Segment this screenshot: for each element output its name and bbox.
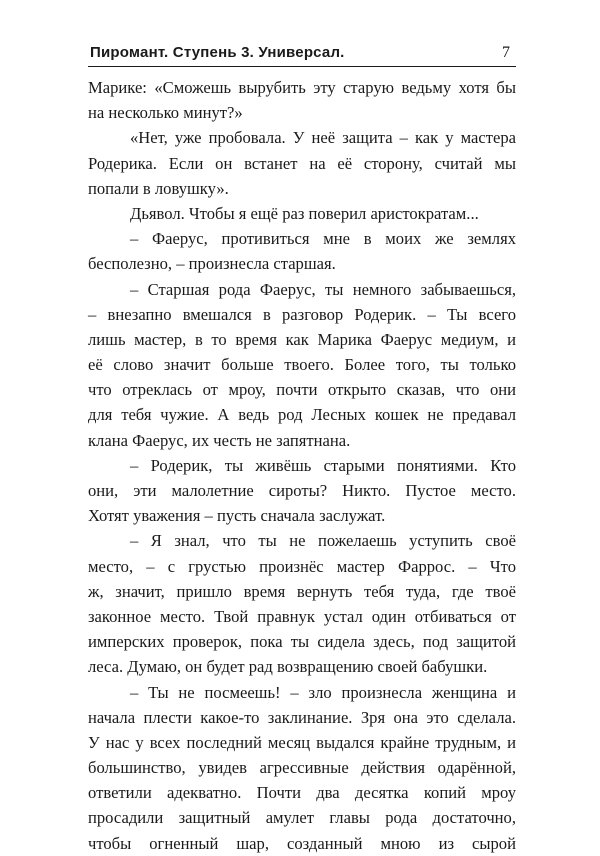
running-header	[88, 42, 516, 68]
header-rule	[88, 66, 516, 67]
text-line: Родерика. Если он встанет на её сторону, считай мы	[88, 153, 516, 173]
text-line: ответили адекватно. Почти два десятка копий мроу	[88, 783, 516, 803]
text-line: «Нет, уже пробовала. У неё защита – как у мастера	[130, 128, 516, 148]
page-number: 7	[502, 44, 510, 61]
text-line: Марике: «Сможешь вырубить эту старую ведьму хотя бы	[88, 78, 516, 97]
text-line: У нас у всех последний месяц выдался крайне трудным, и	[88, 732, 516, 752]
text-line: имперских проверок, пока ты сидела здесь, под защитой	[88, 632, 516, 652]
text-line: ж, значит, пришло время вернуть тебя туда, где твоё	[88, 581, 516, 601]
running-title: Пиромант. Ступень 3. Универсал.	[90, 44, 345, 61]
text-line: они, эти малолетние сироты? Никто. Пустое место.	[88, 481, 516, 500]
text-line: леса. Думаю, он будет рад возвращению своей бабушки.	[88, 657, 488, 677]
text-line: для тебя чужие. А ведь род Лесных кошек не предавал	[88, 405, 516, 425]
text-line: на несколько минут?»	[88, 103, 243, 123]
text-line: – Фаерус, противиться мне в моих же землях	[130, 229, 516, 249]
text-line: – Я знал, что ты не пожелаешь уступить своё	[130, 531, 516, 551]
text-line: Хотят уважения – пусть сначала заслужат.	[88, 506, 386, 526]
text-line: Дьявол. Чтобы я ещё раз поверил аристократам...	[130, 203, 479, 223]
text-line: просадили защитный амулет главы рода достаточно,	[88, 808, 516, 828]
text-line: попали в ловушку».	[88, 178, 229, 198]
text-line: – внезапно вмешался в разговор Родерик. – Ты всего	[88, 304, 516, 324]
text-line: клана Фаерус, их честь не запятнана.	[88, 430, 351, 450]
text-line: лишь мастер, в то время как Марика Фаерус медиум, и	[88, 329, 516, 349]
text-line: чтобы огненный шар, созданный мною из сырой	[88, 833, 516, 853]
text-line: место, – с грустью произнёс мастер Фаррос. – Что	[88, 556, 516, 576]
text-line: большинство, увидев агрессивные действия одарённой,	[88, 758, 516, 778]
text-line: её слово значит больше твоего. Более того, ты только	[88, 355, 516, 375]
text-line: – Ты не посмеешь! – зло произнесла женщина и	[130, 682, 516, 702]
text-line: бесполезно, – произнесла старшая.	[88, 254, 336, 274]
text-line: – Родерик, ты живёшь старыми понятиями. Кто	[130, 455, 516, 475]
text-line: – Старшая рода Фаерус, ты немного забываешься,	[130, 279, 516, 299]
text-line: законное место. Твой правнук устал один отбиваться от	[88, 606, 516, 626]
body-text	[88, 75, 516, 856]
text-line: начала плести какое-то заклинание. Зря она это сделала.	[88, 707, 516, 727]
text-line: что отреклась от мроу, почти открыто сказав, что они	[88, 380, 516, 400]
